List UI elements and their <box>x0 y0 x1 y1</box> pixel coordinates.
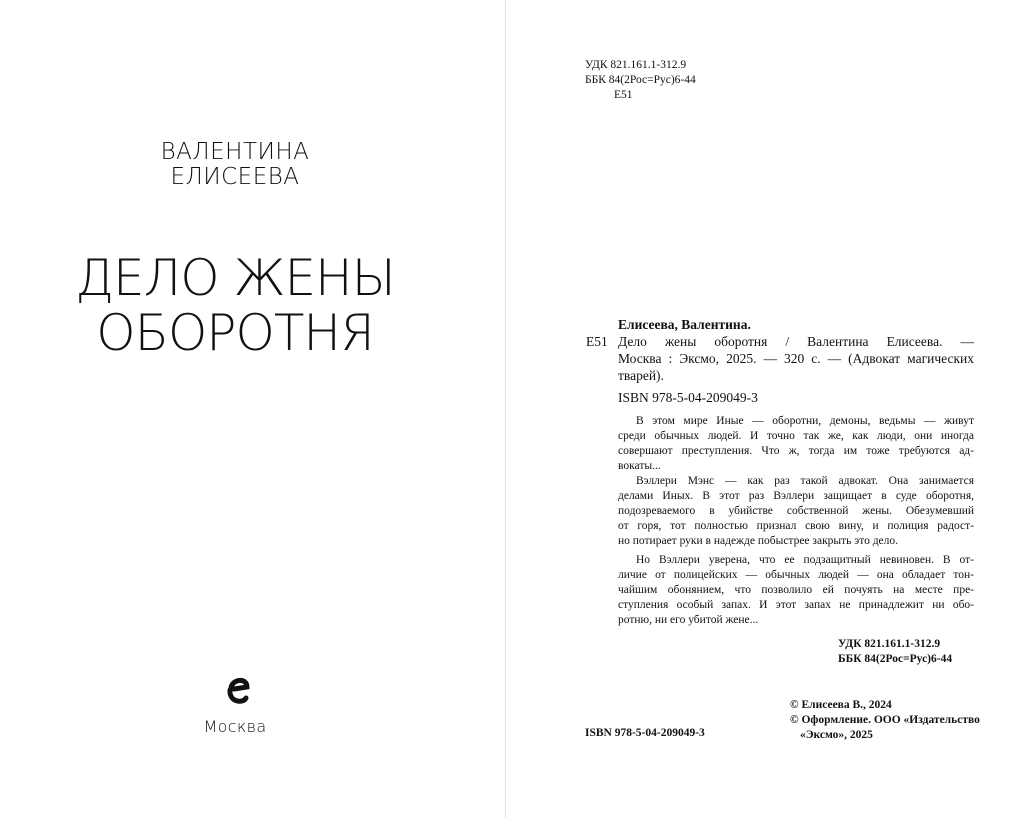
bib-author-sign: Е51 <box>586 334 608 349</box>
annotation-line: от горя, тот полностью признал свою вину, и полиция радост- <box>618 520 974 532</box>
annotation-line: ротню, ни его убитой жене... <box>618 614 759 626</box>
udk-code-bottom: УДК 821.161.1-312.9 <box>838 638 941 650</box>
annotation-line: среди обычных людей. И точно так же, как люди, они иногда <box>618 430 974 442</box>
author-first-name: ВАЛЕНТИНА <box>160 139 310 165</box>
annotation-line: совершают преступления. Что ж, тогда им тоже требуются ад- <box>618 445 974 457</box>
left-page <box>0 0 505 818</box>
author-sign: Е51 <box>614 89 633 101</box>
publisher-city: Москва <box>203 717 267 736</box>
annotation-line: ступления особый запах. И этот запах не принадлежит ни обо- <box>618 599 974 611</box>
bib-author: Елисеева, Валентина. <box>618 317 751 332</box>
isbn-bottom: ISBN 978-5-04-209049-3 <box>585 727 705 739</box>
bib-line: Москва : Эксмо, 2025. — 320 с. — (Адвокат магических <box>618 351 974 366</box>
annotation-line: Но Вэллери уверена, что ее подзащитный невиновен. В от- <box>636 554 974 566</box>
annotation-line: подозреваемого в убийстве собственной жены. Обезумевший <box>618 505 974 517</box>
annotation-line: личие от полицейских — обычных людей — она обладает тон- <box>618 569 974 581</box>
annotation-line: чайшим обонянием, что позволило ей почуять на месте пре- <box>618 584 974 596</box>
copyright-line: © Елисеева В., 2024 <box>790 699 892 711</box>
annotation-line: В этом мире Иные — оборотни, демоны, ведьмы — живут <box>636 415 974 427</box>
bbk-code: ББК 84(2Рос=Рус)6-44 <box>585 74 696 86</box>
annotation-line: делами Иных. В этот раз Вэллери защищает в суде оборотня, <box>618 490 974 502</box>
udk-code: УДК 821.161.1-312.9 <box>585 59 687 71</box>
annotation-line: Вэллери Мэнс — как раз такой адвокат. Она занимается <box>636 475 974 487</box>
author-last-name: ЕЛИСЕЕВА <box>170 164 300 190</box>
bib-line: тварей). <box>618 368 664 383</box>
eksmo-logo-icon <box>221 670 251 708</box>
annotation-line: вокаты... <box>618 460 661 472</box>
annotation-line: но потирает руки в надежде побыстрее закрыть это дело. <box>618 535 899 547</box>
book-spine-divider <box>505 0 506 818</box>
book-title-line-1: ДЕЛО ЖЕНЫ <box>75 249 395 307</box>
copyright-line: © Оформление. ООО «Издательство <box>790 714 980 726</box>
bbk-code-bottom: ББК 84(2Рос=Рус)6-44 <box>838 653 953 665</box>
isbn: ISBN 978-5-04-209049-3 <box>618 390 758 405</box>
book-title-line-2: ОБОРОТНЯ <box>96 304 374 362</box>
bib-line: Дело жены оборотня / Валентина Елисеева. — <box>618 334 974 349</box>
copyright-line: «Эксмо», 2025 <box>800 729 873 741</box>
